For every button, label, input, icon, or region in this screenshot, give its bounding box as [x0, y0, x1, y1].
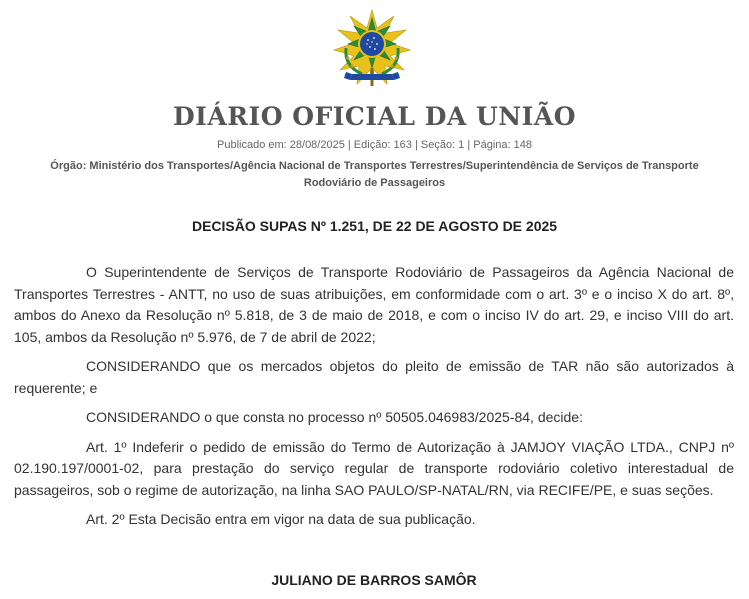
paragraph-considerando-2: CONSIDERANDO o que consta no processo nº 50505.046983/2025-84, decide:	[86, 409, 583, 425]
brazil-coat-of-arms-icon	[332, 8, 412, 90]
signatory-name: JULIANO DE BARROS SAMÔR	[271, 572, 477, 588]
decision-heading: DECISÃO SUPAS Nº 1.251, DE 22 DE AGOSTO DE 2025	[191, 218, 558, 234]
paragraph-preamble: O Superintendente de Serviços de Transporte Rodoviário de Passageiros da Agência Nacional de Transportes Terrestres - ANTT, no uso de suas atribuições, em conformidade com o art. 3º e o inciso X do art. 8º, ambos do Anexo da Resolução nº 5.818, de 3 de maio de 2018, e com o inciso IV do art. 29, e inciso VIII do art. 105, ambos da Resolução nº 5.976, de 7 de abril de 2022;	[14, 264, 734, 345]
issuing-agency	[40, 158, 709, 192]
decision-body	[14, 262, 734, 539]
paragraph-article-1: Art. 1º Indeferir o pedido de emissão do Termo de Autorização à JAMJOY VIAÇÃO LTDA., CNPJ nº 02.190.197/0001-02, para prestação do serviço regular de transporte rodoviário coletivo interestadual de passageiros, sob o regime de autorização, na linha SAO PAULO/SP-NATAL/RN, via RECIFE/PE, e suas seções.	[14, 438, 734, 498]
paragraph-article-2: Art. 2º Esta Decisão entra em vigor na data de sua publicação.	[86, 511, 476, 527]
publication-meta: Publicado em: 28/08/2025 | Edição: 163 | Seção: 1 | Página: 148	[217, 139, 532, 151]
newspaper-title: DIÁRIO OFICIAL DA UNIÃO	[172, 102, 577, 131]
agency-value: Ministério dos Transportes/Agência Nacional de Transportes Terrestres/Superintendência de Serviços de Transporte Rodoviário de Passageiros	[86, 160, 699, 189]
agency-label: Órgão:	[50, 160, 87, 172]
paragraph-considerando-1: CONSIDERANDO que os mercados objetos do pleito de emissão de TAR não são autorizados à requerente; e	[14, 358, 734, 396]
